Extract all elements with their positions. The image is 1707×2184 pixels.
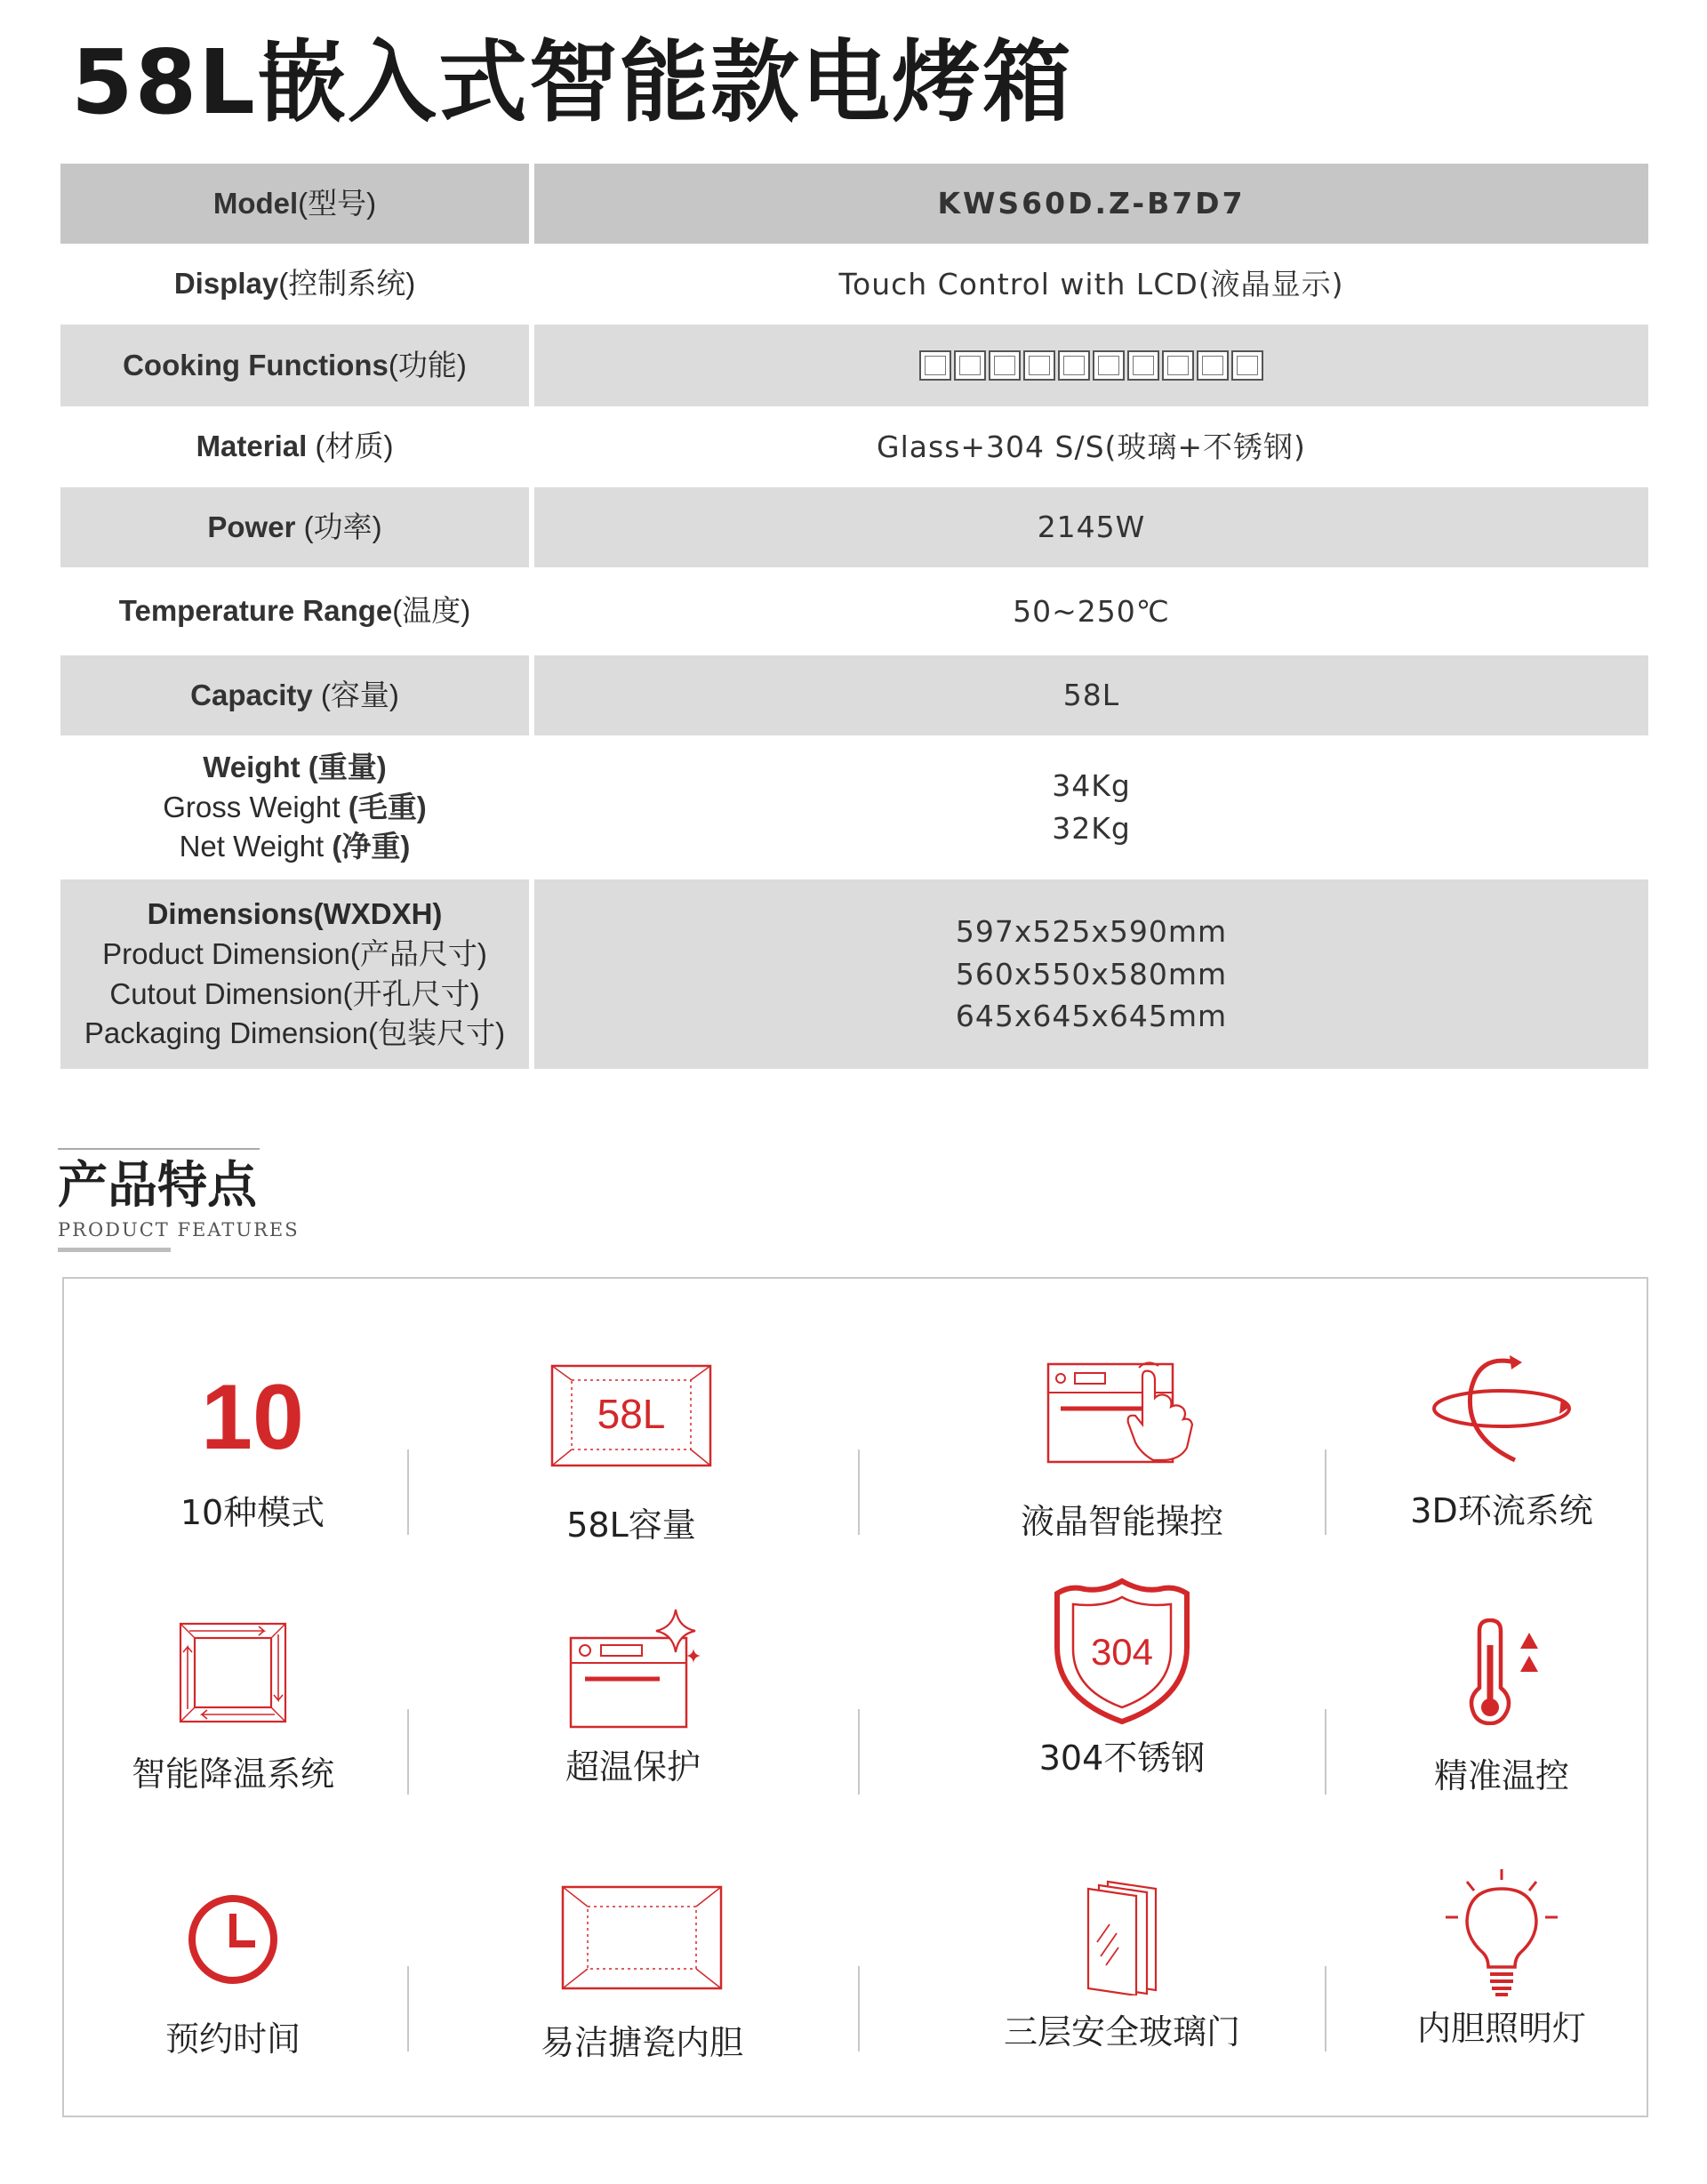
spec-value-temperature: 50~250℃ — [1013, 593, 1170, 629]
feature-label: 预约时间 — [164, 2019, 301, 2059]
clock-icon — [184, 1891, 282, 1988]
spec-row-capacity — [60, 655, 1648, 735]
feature-airflow — [1333, 1348, 1671, 1532]
feature-enamel — [473, 1885, 811, 2064]
feature-lcd — [953, 1361, 1291, 1543]
spec-row-power — [60, 487, 1648, 567]
spec-row-display — [60, 246, 1648, 322]
feature-capacity — [462, 1364, 800, 1546]
cooking-function-icon — [1231, 350, 1263, 381]
feature-cooling — [64, 1620, 402, 1795]
cooking-function-icon — [1197, 350, 1229, 381]
feature-label: 精准温控 — [1433, 1756, 1569, 1795]
spec-label-capacity: Capacity (容量) — [60, 655, 529, 735]
cooking-function-icon — [1093, 350, 1125, 381]
cooking-function-icon — [919, 350, 951, 381]
cooking-function-icon — [989, 350, 1021, 381]
feature-precise-temp — [1333, 1618, 1671, 1797]
spec-label-temperature: Temperature Range(温度) — [118, 594, 471, 628]
cooking-function-icon — [1023, 350, 1055, 381]
spec-label-model: Model(型号) — [60, 164, 529, 244]
spec-label-display: Display(控制系统) — [173, 267, 416, 301]
spec-value-display: Touch Control with LCD(液晶显示) — [838, 266, 1344, 301]
spec-value-dimensions — [534, 879, 1648, 1069]
spec-value-material: Glass+304 S/S(玻璃+不锈钢) — [877, 429, 1306, 464]
gross-weight-value: 34Kg — [1052, 768, 1131, 804]
feature-label: 3D环流系统 — [1410, 1491, 1593, 1530]
feature-timer — [64, 1891, 402, 2060]
features-underline — [58, 1248, 171, 1252]
feature-label: 易洁搪瓷内胆 — [540, 2023, 743, 2062]
features-subtitle: PRODUCT FEATURES — [58, 1219, 300, 1241]
number-10-icon: 10 — [201, 1366, 304, 1469]
feature-steel — [953, 1576, 1291, 1779]
spec-value-model: KWS60D.Z-B7D7 — [534, 164, 1648, 244]
features-panel — [62, 1277, 1648, 2117]
spec-row-material — [60, 409, 1648, 485]
cooking-function-icon — [1162, 350, 1194, 381]
cooling-system-icon — [175, 1620, 291, 1727]
features-heading-line — [58, 1148, 260, 1150]
feature-label: 超温保护 — [565, 1747, 701, 1787]
spec-row-cooking-functions — [60, 325, 1648, 406]
spec-value-weight — [534, 738, 1648, 877]
feature-modes — [84, 1366, 421, 1534]
feature-glass-door — [953, 1878, 1291, 2053]
cooking-function-icons — [919, 350, 1263, 381]
spec-label-cooking-functions: Cooking Functions(功能) — [60, 325, 529, 406]
spec-row-temperature — [60, 570, 1648, 653]
product-dimension-value: 597x525x590mm — [955, 913, 1228, 949]
feature-label: 液晶智能操控 — [1020, 1502, 1223, 1541]
feature-label: 58L容量 — [566, 1506, 696, 1545]
light-bulb-icon — [1435, 1867, 1568, 2001]
feature-overheat — [464, 1608, 802, 1788]
feature-label: 304不锈钢 — [1038, 1738, 1206, 1778]
spec-label-power: Power (功率) — [60, 487, 529, 567]
enamel-cavity-icon — [561, 1885, 723, 1992]
feature-label: 10种模式 — [180, 1493, 325, 1532]
spec-value-power: 2145W — [534, 487, 1648, 567]
feature-label: 内胆照明灯 — [1416, 2009, 1586, 2048]
cooking-function-icon — [1058, 350, 1090, 381]
shield-304-icon — [1046, 1576, 1198, 1727]
spec-table — [60, 164, 1648, 1069]
spec-row-model — [60, 164, 1648, 244]
net-weight-value: 32Kg — [1052, 811, 1131, 846]
spec-label-dimensions: Dimensions(WXDXH) Product Dimension(产品尺寸) Cutout Dimension(开孔尺寸) Packaging Dimension(包装尺寸) — [60, 879, 529, 1069]
feature-label: 智能降温系统 — [131, 1754, 334, 1794]
page-title: 58L嵌入式智能款电烤箱 — [71, 30, 1073, 134]
3d-airflow-icon — [1426, 1348, 1577, 1467]
touch-panel-icon — [1029, 1361, 1215, 1469]
spec-label-material: Material (材质) — [196, 430, 394, 463]
svg-text:58L: 58L — [597, 1391, 666, 1437]
cooking-function-icon — [1127, 350, 1159, 381]
spec-label-weight: Weight (重量) Gross Weight (毛重) Net Weight (净重) — [163, 750, 427, 863]
feature-label: 三层安全玻璃门 — [1003, 2012, 1240, 2052]
packaging-dimension-value: 645x645x645mm — [955, 999, 1228, 1034]
cutout-dimension-value: 560x550x580mm — [955, 956, 1228, 992]
svg-text:304: 304 — [1090, 1631, 1154, 1673]
spec-row-weight — [60, 738, 1648, 877]
cooking-function-icon — [954, 350, 986, 381]
spec-row-dimensions — [60, 879, 1648, 1069]
spec-value-cooking-functions — [534, 325, 1648, 406]
oven-cavity-58l-icon — [550, 1364, 712, 1469]
spec-value-capacity: 58L — [534, 655, 1648, 735]
features-title: 产品特点 — [58, 1157, 257, 1215]
overheat-protection-icon — [562, 1608, 704, 1730]
thermometer-icon — [1453, 1618, 1551, 1725]
feature-lamp — [1333, 1867, 1671, 2050]
triple-glass-door-icon — [1078, 1878, 1166, 1995]
